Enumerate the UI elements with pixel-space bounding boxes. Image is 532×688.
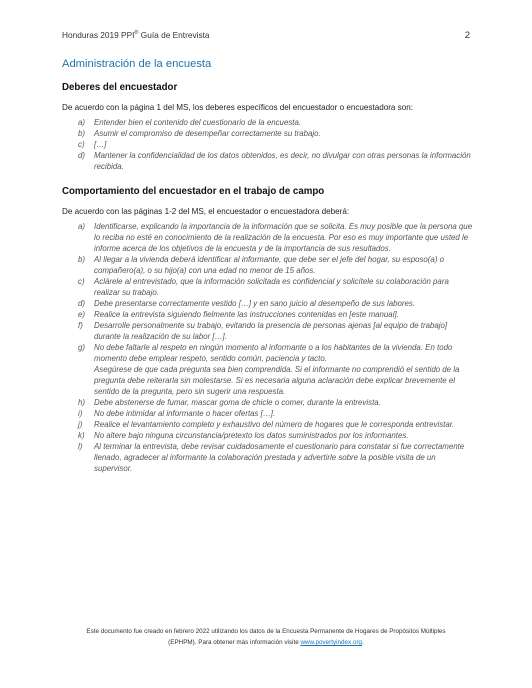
list-item-letter: j) bbox=[78, 420, 83, 429]
povertyindex-link[interactable]: www.povertyindex.org bbox=[300, 639, 363, 646]
list-item-text: Desarrolle personalmente su trabajo, evitando la presencia de personas ajenas [al equipo de trabajo] durante la realización de su labor […]. bbox=[94, 321, 448, 341]
list-item-letter: h) bbox=[78, 398, 86, 407]
footer-line-2: (EPHPM). Para obtener más información visite www.povertyindex.org. bbox=[168, 639, 364, 646]
document-title: Honduras 2019 PPI® Guía de Entrevista bbox=[62, 30, 210, 40]
list-item bbox=[62, 320, 474, 342]
list-item bbox=[62, 254, 474, 276]
list-item-text: No debe faltarle al respeto en ningún momento al informante o a los habitantes de la vivienda. En todo momento debe emplear respeto, sentido común, paciencia y tacto. Asegúrese de que cada pregunta sea bien comprendida. Si el informante no comprendió el sentido de la pregunta debe reiterarla sin molestarse. Si es necesaria alguna aclaración debe explicar brevemente el sentido de la pregunta, pero sin sugerir una respuesta. bbox=[94, 342, 474, 397]
list-item-text: Realice la entrevista siguiendo fielmente las instrucciones contenidas en [este manual]. bbox=[94, 310, 399, 319]
list-item-letter: d) bbox=[78, 299, 86, 308]
list-item bbox=[62, 139, 474, 150]
page-header bbox=[62, 30, 470, 41]
list-item-text: Realice el levantamiento completo y exhaustivo del número de hogares que le corresponda entrevistar. bbox=[94, 420, 455, 429]
list-item-letter: g) bbox=[78, 343, 86, 352]
list-item-text: Al terminar la entrevista, debe revisar cuidadosamente el cuestionario para constatar si fue correctamente llenado, agradecer al informante la colaboración prestada y advertirle sobre la posible visita de un supervisor. bbox=[94, 442, 465, 473]
list-item bbox=[62, 117, 474, 128]
list-item-text: Al llegar a la vivienda deberá identificar al informante, que debe ser el jefe del hogar, su esposo(a) o compañero(a), o su hijo(a) con una edad no menor de 15 años. bbox=[94, 255, 445, 275]
section-title: Administración de la encuesta bbox=[62, 58, 212, 70]
list-item bbox=[62, 276, 474, 298]
list-item-letter: c) bbox=[78, 277, 85, 286]
comportamiento-heading: Comportamiento del encuestador en el trabajo de campo bbox=[62, 186, 325, 197]
page-footer bbox=[40, 626, 492, 648]
list-item bbox=[62, 408, 474, 419]
list-item bbox=[62, 309, 474, 320]
list-item-letter: a) bbox=[78, 222, 86, 231]
list-item-text: No debe intimidar al informante o hacer ofertas […]. bbox=[94, 409, 276, 418]
list-item-text: Identificarse, explicando la importancia de la información que se solicita. Es muy posible que la persona que lo reciba no esté en conocimiento de la realización de la encuesta. Por eso es muy importante que usted le informe acerca de los objetivos de la encuesta y de la importancia de sus resultados. bbox=[94, 222, 473, 253]
list-item-letter: i) bbox=[78, 409, 83, 418]
list-item bbox=[62, 342, 474, 397]
comportamiento-list bbox=[62, 221, 474, 474]
list-item-extra-text: Asegúrese de que cada pregunta sea bien comprendida. Si el informante no comprendió el sentido de la pregunta debe reiterarla sin molestarse. Si es necesaria alguna aclaración debe explicar brevemente el sentido de la pregunta, pero sin sugerir una respuesta. bbox=[94, 365, 460, 396]
list-item-letter: c) bbox=[78, 140, 85, 149]
list-item bbox=[62, 397, 474, 408]
list-item-text: […] bbox=[94, 140, 107, 149]
list-item bbox=[62, 441, 474, 474]
list-item-text: Debe abstenerse de fumar, mascar goma de chicle o comer, durante la entrevista. bbox=[94, 398, 381, 407]
list-item-text: Mantener la confidencialidad de los datos obtenidos, es decir, no divulgar con otras personas la información recibida. bbox=[94, 151, 471, 171]
deberes-heading: Deberes del encuestador bbox=[62, 82, 178, 93]
footer-line-1: Este documento fue creado en febrero 2022 utilizando los datos de la Encuesta Permanente de Hogares de Propósitos Múltiples bbox=[86, 628, 446, 635]
page-number: 2 bbox=[464, 30, 470, 41]
comportamiento-intro: De acuerdo con las páginas 1-2 del MS, el encuestador o encuestadora deberá: bbox=[62, 207, 350, 216]
page-content bbox=[62, 58, 474, 474]
list-item-text: Asumir el compromiso de desempeñar correctamente su trabajo. bbox=[94, 129, 321, 138]
list-item-letter: b) bbox=[78, 255, 86, 264]
list-item-text: No altere bajo ninguna circunstancia/pretexto los datos suministrados por los informantes. bbox=[94, 431, 409, 440]
list-item-letter: d) bbox=[78, 151, 86, 160]
deberes-list bbox=[62, 117, 474, 172]
list-item bbox=[62, 128, 474, 139]
list-item-letter: l) bbox=[78, 442, 83, 451]
list-item-letter: k) bbox=[78, 431, 85, 440]
list-item-letter: f) bbox=[78, 321, 83, 330]
list-item-letter: a) bbox=[78, 118, 86, 127]
list-item bbox=[62, 430, 474, 441]
list-item bbox=[62, 298, 474, 309]
list-item-text: Aclárele al entrevistado, que la información solicitada es confidencial y solicítele su colaboración para realizar su trabajo. bbox=[94, 277, 449, 297]
list-item-text: Entender bien el contenido del cuestionario de la encuesta. bbox=[94, 118, 302, 127]
deberes-intro: De acuerdo con la página 1 del MS, los deberes específicos del encuestador o encuestadora son: bbox=[62, 103, 413, 112]
list-item bbox=[62, 221, 474, 254]
list-item-letter: e) bbox=[78, 310, 86, 319]
list-item-letter: b) bbox=[78, 129, 86, 138]
list-item bbox=[62, 150, 474, 172]
list-item-text: Debe presentarse correctamente vestido […] y en sano juicio al desempeño de sus labores. bbox=[94, 299, 416, 308]
list-item bbox=[62, 419, 474, 430]
